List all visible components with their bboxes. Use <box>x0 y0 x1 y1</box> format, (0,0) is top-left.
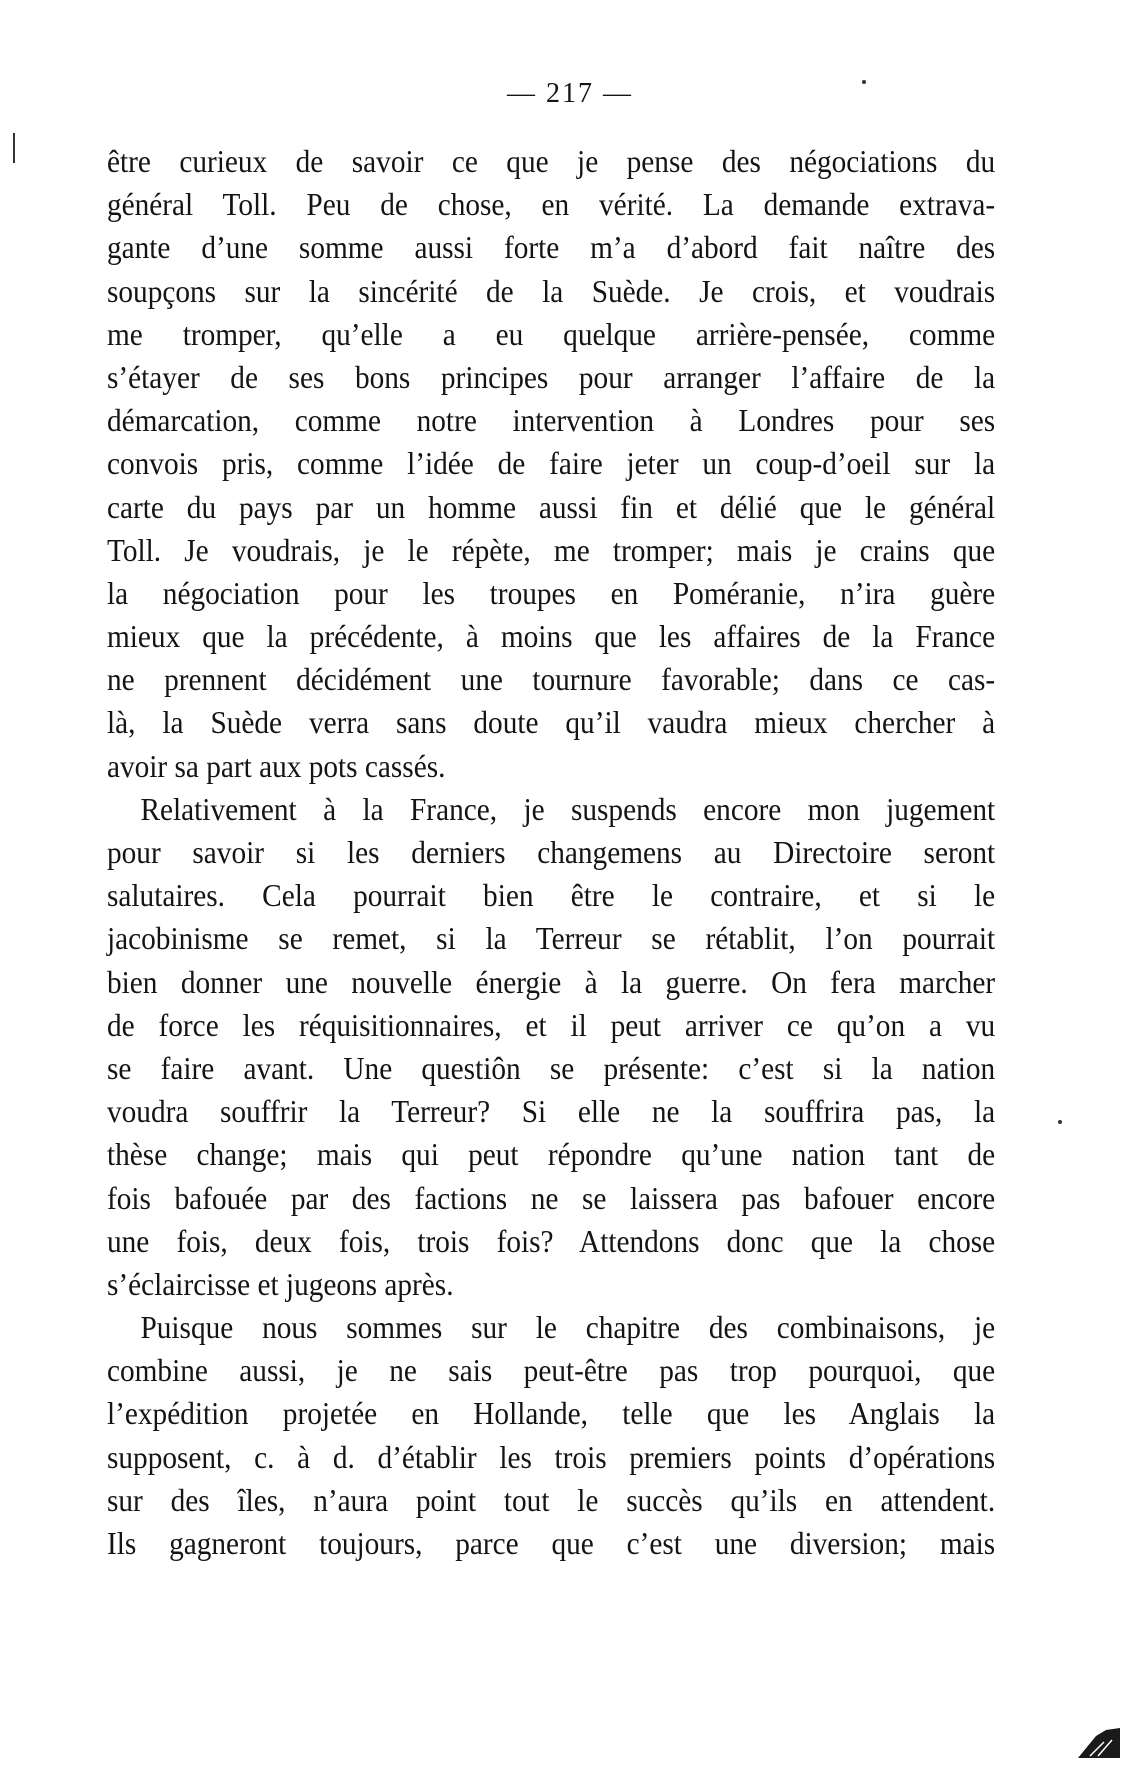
corner-smudge <box>1076 1726 1122 1760</box>
text-line: supposent, c. à d. d’établir les trois premiers points d’opérations <box>107 1439 996 1475</box>
text-line: convois pris, comme l’idée de faire jeter un coup-d’oeil sur la <box>107 446 996 482</box>
page-number: — 217 — <box>507 78 633 109</box>
text-line: s’étayer de ses bons principes pour arranger l’affaire de la <box>107 359 996 395</box>
text-line: l’expédition projetée en Hollande, telle que les Anglais la <box>107 1396 996 1432</box>
text-line: une fois, deux fois, trois fois? Attendons donc que la chose <box>107 1223 996 1259</box>
text-line: fois bafouée par des factions ne se laissera pas bafouer encore <box>107 1180 996 1216</box>
text-line: Relativement à la France, je suspends encore mon jugement <box>140 791 996 827</box>
text-line: bien donner une nouvelle énergie à la guerre. On fera marcher <box>107 964 996 1000</box>
text-line: pour savoir si les derniers changemens au Directoire seront <box>107 835 996 870</box>
text-line: mieux que la précédente, à moins que les affaires de la France <box>107 619 996 655</box>
text-line: salutaires. Cela pourrait bien être le contraire, et si le <box>107 878 996 914</box>
text-line: combine aussi, je ne sais peut-être pas trop pourquoi, que <box>107 1353 996 1389</box>
text-line: là, la Suède verra sans doute qu’il vaudra mieux chercher à <box>107 705 996 741</box>
margin-mark <box>13 133 15 163</box>
text-line: Ils gagneront toujours, parce que c’est une diversion; mais <box>107 1526 996 1561</box>
text-line: sur des îles, n’aura point tout le succès qu’ils en attendent. <box>107 1482 996 1518</box>
text-line: Puisque nous sommes sur le chapitre des combinaisons, je <box>140 1310 996 1346</box>
body-text <box>107 140 995 1565</box>
text-line: gante d’une somme aussi forte m’a d’abord fait naître des <box>107 230 996 266</box>
speck <box>862 80 866 84</box>
text-line: avoir sa part aux pots cassés. <box>107 748 446 784</box>
text-line: thèse change; mais qui peut répondre qu’une nation tant de <box>107 1137 996 1173</box>
text-line: ne prennent décidément une tournure favorable; dans ce cas- <box>107 662 996 698</box>
text-line: général Toll. Peu de chose, en vérité. La demande extrava- <box>107 187 996 223</box>
speck <box>1058 1120 1062 1124</box>
text-line: s’éclaircisse et jugeons après. <box>107 1266 454 1302</box>
text-line: démarcation, comme notre intervention à Londres pour ses <box>107 403 996 439</box>
text-line: Toll. Je voudrais, je le répète, me tromper; mais je crains que <box>107 532 996 568</box>
text-line: voudra souffrir la Terreur? Si elle ne la souffrira pas, la <box>107 1094 996 1130</box>
text-line: la négociation pour les troupes en Poméranie, n’ira guère <box>107 575 996 611</box>
text-line: être curieux de savoir ce que je pense des négociations du <box>107 144 996 179</box>
text-line: jacobinisme se remet, si la Terreur se rétablit, l’on pourrait <box>107 921 996 957</box>
text-line: se faire avant. Une questiôn se présente: c’est si la nation <box>107 1050 996 1086</box>
text-line: me tromper, qu’elle a eu quelque arrière-pensée, comme <box>107 316 996 352</box>
text-line: de force les réquisitionnaires, et il peut arriver ce qu’on a vu <box>107 1007 996 1043</box>
text-line: soupçons sur la sincérité de la Suède. Je crois, et voudrais <box>107 273 996 309</box>
text-line: carte du pays par un homme aussi fin et délié que le général <box>107 489 996 525</box>
